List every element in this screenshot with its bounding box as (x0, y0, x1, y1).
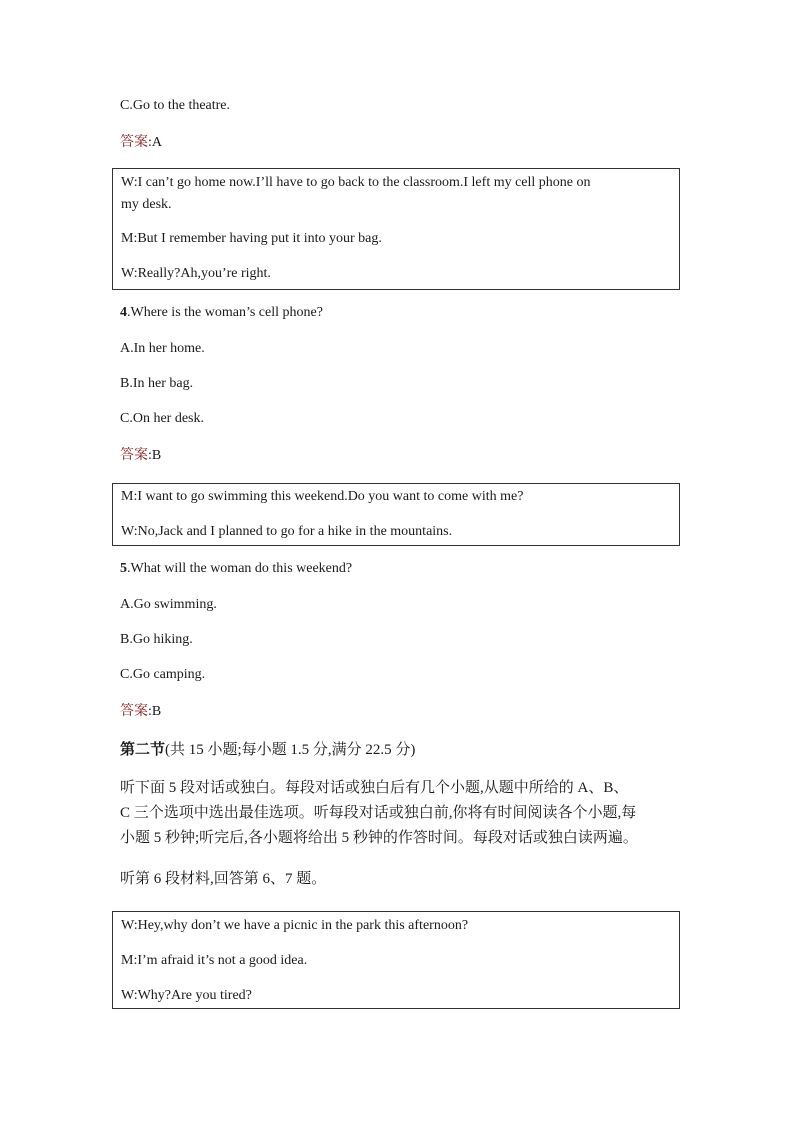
dialogue-box (112, 911, 680, 1009)
dialogue-box (112, 483, 680, 546)
option-text: A.In her home. (120, 341, 205, 356)
option-text: C.Go camping. (120, 667, 206, 682)
answer-value: B (151, 448, 162, 463)
instruction-line: C 三个选项中选出最佳选项。听每段对话或独白前,你将有时间阅读各个小题,每 (120, 805, 637, 821)
dialogue-line: W:I can’t go home now.I’ll have to go back to the classroom.I left my cell phone on (121, 175, 591, 190)
dialogue-line: M:I want to go swimming this weekend.Do you want to come with me? (121, 489, 524, 504)
answer-label: 答案 (120, 448, 148, 463)
answer-value: A (151, 135, 163, 150)
option-text: B.In her bag. (120, 376, 194, 391)
dialogue-line: W:Hey,why don’t we have a picnic in the park this afternoon? (121, 918, 469, 933)
dialogue-line: M:I’m afraid it’s not a good idea. (121, 953, 308, 968)
option-text: A.Go swimming. (120, 597, 217, 612)
answer-line: 答案:B (120, 448, 162, 463)
question-text: 4.Where is the woman’s cell phone? (120, 305, 323, 320)
answer-line: 答案:B (120, 704, 162, 719)
section-heading (120, 738, 680, 762)
option-text: C.Go to the theatre. (120, 98, 231, 113)
instruction-line: 听下面 5 段对话或独白。每段对话或独白后有几个小题,从题中所给的 A、B、 (120, 780, 629, 796)
option-text: C.On her desk. (120, 411, 204, 426)
dialogue-line: W:No,Jack and I planned to go for a hike in the mountains. (121, 524, 453, 539)
question-number: 4 (120, 305, 127, 320)
question-text: 5.What will the woman do this weekend? (120, 561, 353, 576)
section-title: 第二节 (120, 742, 166, 758)
dialogue-line: M:But I remember having put it into your bag. (121, 231, 382, 246)
option-text: B.Go hiking. (120, 632, 193, 647)
dialogue-line: W:Why?Are you tired? (121, 988, 252, 1003)
answer-line: 答案:A (120, 135, 163, 150)
dialogue-line: W:Really?Ah,you’re right. (121, 266, 271, 281)
material-intro: 听第 6 段材料,回答第 6、7 题。 (120, 871, 327, 887)
answer-label: 答案 (120, 704, 148, 719)
answer-label: 答案 (120, 135, 148, 150)
dialogue-box (112, 168, 680, 290)
dialogue-line: my desk. (121, 197, 172, 212)
instruction-line: 小题 5 秒钟;听完后,各小题将给出 5 秒钟的作答时间。每段对话或独白读两遍。 (120, 830, 638, 846)
answer-value: B (151, 704, 162, 719)
question-number: 5 (120, 561, 127, 576)
section-subtitle: (共 15 小题;每小题 1.5 分,满分 22.5 分) (165, 742, 416, 758)
